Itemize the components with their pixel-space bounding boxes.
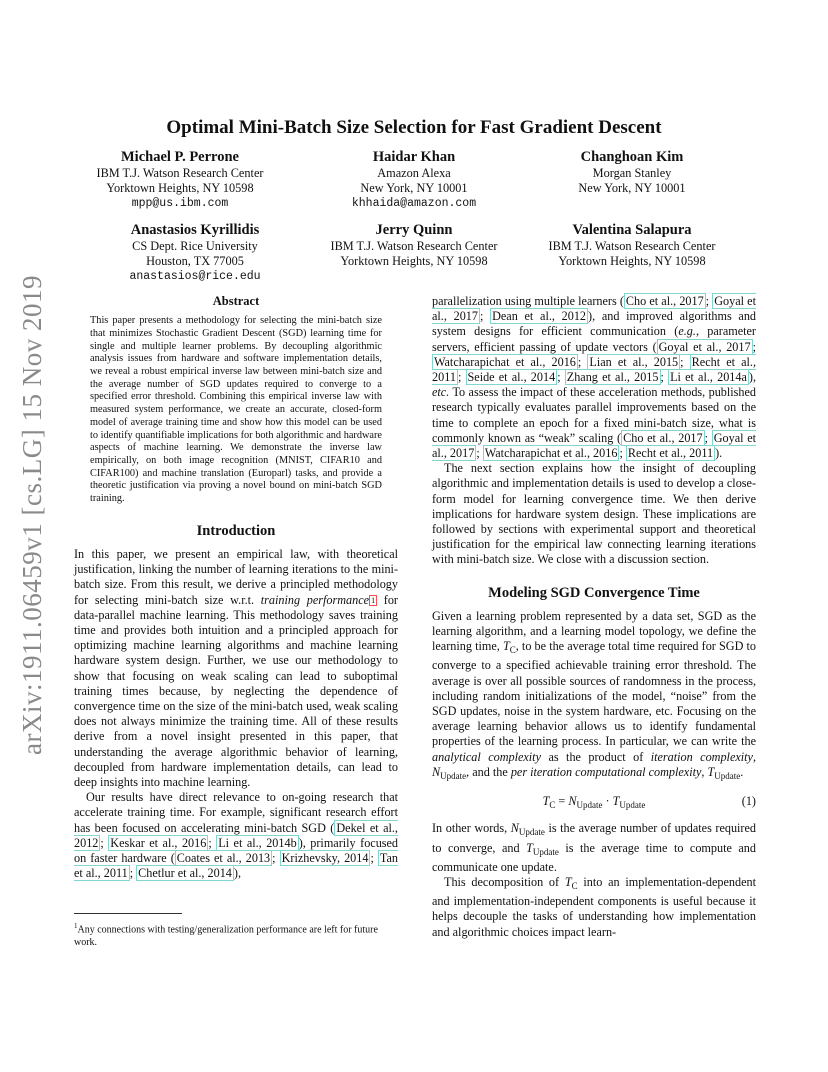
author-name: Haidar Khan xyxy=(372,149,456,165)
right-paragraph-2: The next section explains how the insight of decoupling algorithmic and implementation details is used to develop a close-form model for learning convergence time. We then derive implications for hardware system design. These implications are followed by sections with experimental support and theoretical justification for the empirical law connecting learning iterations with mini-batch size. We close with a discussion section. xyxy=(432,461,756,567)
citation-link[interactable]: Li et al., 2014b xyxy=(218,835,297,850)
author-affiliation: Morgan Stanley xyxy=(592,166,672,180)
author-block xyxy=(60,148,300,211)
math-symbol: T xyxy=(526,840,533,855)
author-email: mpp@us.ibm.com xyxy=(131,197,229,210)
author-block xyxy=(294,221,534,269)
right-paragraph-1: parallelization using multiple learners ( Cho et al., 2017 ; Goyal et al., 2017 ; Dean et al., 2012 ), and improved algorithms and system designs for efficient communication (e.g., parameter servers, efficient passing of update vectors ( Goyal et al., 2017 ; Watcharapichat et al., 2016 ; Lian et al., 2015 ; Recht et al., 2011 ; Seide et al., 2014 ; Zhang et al., 2015 ; Li et al., 2014a ), etc. To assess the impact of these acceleration methods, published research typically evaluates parallel improvements based on the time to complete an epoch for a fixed mini-batch size, what is commonly known as “weak” scaling ( Cho et al., 2017 ; Goyal et al., 2017 ; Watcharapichat et al., 2016 ; Recht et al., 2011 ). xyxy=(432,294,757,461)
text-run: , xyxy=(752,749,756,764)
citation-link[interactable]: Goyal et al., 2017 xyxy=(432,430,756,461)
equation-1 xyxy=(432,794,756,813)
author-affiliation: Amazon Alexa xyxy=(377,166,451,180)
math-subscript: C xyxy=(549,800,556,811)
text-run: ), primarily focused on faster hardware ( xyxy=(74,835,399,866)
citation-link[interactable]: Dean et al., 2012 xyxy=(492,309,587,324)
text-run: In this paper, we present an empirical law, with theoretical justification, linking the number of learning iterations to the mini-batch size. From this result, we derive a principled methodology for selecting mini-batch size w.r.t. xyxy=(74,546,398,607)
emphasis: etc. xyxy=(432,385,450,400)
citation-link[interactable]: Keskar et al., 2016 xyxy=(110,835,207,850)
citation-link[interactable]: Cho et al., 2017 xyxy=(625,294,704,308)
footnote-link[interactable]: 1 xyxy=(371,595,376,605)
math-operator: · xyxy=(602,794,613,809)
text-run: , to be the average total time required for SGD to converge to a specified achievable training error threshold. The average is over all possible sources of randomness in the process, including random initializations of the model, “noise” from the SGD updates, noise in the system hardware, etc. Focusing on the average learning behavior allows us to identify fundamental properties of the learning process. In particular, we can write the xyxy=(432,639,756,749)
author-name: Jerry Quinn xyxy=(375,222,453,238)
citation-link[interactable]: Dekel et al., 2012 xyxy=(74,820,398,850)
author-affiliation: IBM T.J. Watson Research Center xyxy=(96,166,264,180)
text-run: To assess the impact of these acceleration methods, published research typically evaluates parallel improvements based on the time to complete an epoch for a fixed mini-batch size, what is commonly known as “weak” scaling ( xyxy=(432,385,756,445)
modeling-paragraph-1 xyxy=(432,609,756,784)
left-column xyxy=(74,294,398,881)
author-address: Yorktown Heights, NY 10598 xyxy=(340,254,488,268)
text-run: This decomposition of xyxy=(444,874,565,889)
text-run: ), xyxy=(233,866,242,881)
math-subscript: Update xyxy=(518,827,545,838)
emphasis: training performance xyxy=(260,592,370,607)
equation-body xyxy=(472,794,716,813)
intro-paragraph-1 xyxy=(74,547,398,790)
citation-link[interactable]: Coates et al., 2013 xyxy=(176,851,271,866)
text-run: for data-parallel machine learning. This methodology saves training time and provides both intuition and a principled approach for optimizing machine learning algorithms and machine learning hardware system design. Further, we use our methodology to show that focusing on weak scaling can lead to suboptimal training times because, by neglecting the dependence of convergence time on the size of the mini-batch used, weak scaling does not always minimize the training time. All of these results derive from a novel insight presented in this paper, that understanding the average algorithmic behavior of learning, decoupled from hardware implementation details, can lead to deep insights into machine learning. xyxy=(74,592,398,789)
text-run: ), and improved algorithms and system designs for efficient communication ( xyxy=(432,309,757,339)
intro-paragraph-2: Our results have direct relevance to on-going research that accelerate training time. For example, significant research effort has been focused on accelerating mini-batch SGD ( Dekel et al., 2012 ; Keskar et al., 2016 ; Li et al., 2014b ), primarily focused on faster hardware ( Coates et al., 2013 ; Krizhevsky, 2014 ; Tan et al., 2011 ; Chetlur et al., 2014 ), xyxy=(74,790,399,881)
author-name: Valentina Salapura xyxy=(572,222,692,238)
emphasis: iteration complexity xyxy=(650,749,753,764)
author-affiliation: IBM T.J. Watson Research Center xyxy=(548,239,716,253)
text-run: Given a learning problem represented by a data set, SGD as the learning algorithm, and a learning model topology, we define the learning time, xyxy=(432,608,756,654)
math-subscript: Update xyxy=(619,800,646,811)
author-block xyxy=(75,221,315,284)
citation-link[interactable]: Zhang et al., 2015 xyxy=(566,370,659,385)
citation-link[interactable]: Watcharapichat et al., 2016 xyxy=(434,354,576,369)
modeling-paragraph-2 xyxy=(432,821,756,875)
math-symbol: T xyxy=(502,639,510,654)
author-address: New York, NY 10001 xyxy=(578,181,686,195)
author-block xyxy=(294,148,534,211)
text-run: , and the xyxy=(466,764,511,779)
citation-link[interactable]: Recht et al., 2011 xyxy=(627,446,714,461)
text-run: , xyxy=(701,764,708,779)
citation-link[interactable]: Watcharapichat et al., 2016 xyxy=(484,446,618,461)
author-affiliation: IBM T.J. Watson Research Center xyxy=(330,239,498,253)
text-run: ). xyxy=(715,446,723,461)
abstract-heading: Abstract xyxy=(212,294,260,308)
citation-link[interactable]: Seide et al., 2014 xyxy=(467,370,556,385)
math-operator: = xyxy=(555,794,569,809)
text-run: Our results have direct relevance to on-going research that accelerate training time. For example, significant research effort has been focused on accelerating mini-batch SGD ( xyxy=(74,790,398,835)
citation-link[interactable]: Lian et al., 2015 xyxy=(589,354,679,369)
citation-link[interactable]: Goyal et al., 2017 xyxy=(658,339,751,354)
math-subscript: C xyxy=(509,645,516,656)
math-symbol: T xyxy=(707,764,715,779)
math-symbol: T xyxy=(612,794,620,809)
section-heading-modeling: Modeling SGD Convergence Time xyxy=(488,584,700,601)
author-name: Anastasios Kyrillidis xyxy=(130,222,260,238)
author-address: Yorktown Heights, NY 10598 xyxy=(106,181,254,195)
abstract-text: This paper presents a methodology for selecting the mini-batch size that minimizes Stochastic Gradient Descent (SGD) learning time for single and multiple learner problems. By decoupling algorithmic analysis issues from hardware and software implementation details, we reveal a robust empirical inverse law between mini-batch size and the average number of SGD updates required to converge to a specified error threshold. Combining this empirical inverse law with measured system performance, we create an accurate, closed-form model of average training time and show how this model can be used to identify quantifiable implications for both algorithmic and hardware aspects of machine learning. We demonstrate the inverse law empirically, on both image recognition (MNIST, CIFAR10 and CIFAR100) and machine translation (Europarl) tasks, and provide a theoretic justification via proving a novel bound on mini-batch SGD training. xyxy=(90,315,382,505)
citation-link[interactable]: Cho et al., 2017 xyxy=(623,430,703,445)
author-name: Michael P. Perrone xyxy=(121,149,239,165)
author-address: Houston, TX 77005 xyxy=(146,254,244,268)
math-symbol: T xyxy=(542,794,550,809)
math-subscript: Update xyxy=(440,770,467,781)
text-run: ), xyxy=(748,370,757,385)
citation-link[interactable]: Krizhevsky, 2014 xyxy=(281,851,369,866)
math-symbol: N xyxy=(432,764,441,779)
text-run: , parameter servers, efficient passing of update vectors ( xyxy=(432,324,756,354)
author-name: Changhoan Kim xyxy=(580,149,684,165)
math-subscript: Update xyxy=(576,800,603,811)
author-block xyxy=(512,221,752,269)
section-heading-introduction: Introduction xyxy=(196,522,276,539)
author-email: anastasios@rice.edu xyxy=(129,270,261,283)
citation-link[interactable]: Recht et al., 2011 xyxy=(432,354,757,385)
author-address: New York, NY 10001 xyxy=(360,181,468,195)
arxiv-stamp: arXiv:1911.06459v1 [cs.LG] 15 Nov 2019 xyxy=(17,275,47,755)
footnote xyxy=(74,913,398,949)
right-column xyxy=(432,294,756,940)
emphasis: e.g. xyxy=(678,324,696,339)
text-run: is the average number of updates required to converge, and xyxy=(432,821,756,855)
emphasis: per iteration computational complexity xyxy=(510,764,702,779)
emphasis: analytical complexity xyxy=(432,749,541,764)
footnote-number: 1 xyxy=(74,922,78,930)
footnote-text: Any connections with testing/generalization performance are left for future work. xyxy=(74,924,378,948)
math-subscript: C xyxy=(571,880,578,891)
math-symbol: N xyxy=(510,821,519,836)
citation-link[interactable]: Goyal et al., 2017 xyxy=(432,294,756,324)
citation-link[interactable]: Li et al., 2014a xyxy=(670,370,747,385)
equation-spacer xyxy=(432,794,472,813)
text-run: In other words, xyxy=(432,821,511,836)
footnote-rule xyxy=(74,913,182,914)
author-affiliation: CS Dept. Rice University xyxy=(132,239,258,253)
author-address: Yorktown Heights, NY 10598 xyxy=(558,254,706,268)
citation-link[interactable]: Chetlur et al., 2014 xyxy=(138,866,232,881)
text-run: parallelization using multiple learners ( xyxy=(432,294,624,308)
text-run: into an implementation-dependent and implementation-independent components is useful because it helps decouple the tasks of understanding how implementation and algorithmic choices impact learn- xyxy=(432,874,756,939)
paper-title: Optimal Mini-Batch Size Selection for Fast Gradient Descent xyxy=(166,117,662,138)
text-run: . xyxy=(740,764,744,779)
text-run: as the product of xyxy=(540,749,651,764)
math-subscript: Update xyxy=(532,846,559,857)
author-email: khhaida@amazon.com xyxy=(351,197,477,210)
text-run: is the average time to compute and communicate one update. xyxy=(432,840,756,874)
math-symbol: N xyxy=(568,794,577,809)
equation-number: (1) xyxy=(741,794,756,809)
modeling-paragraph-3 xyxy=(432,875,756,940)
author-block xyxy=(512,148,752,196)
math-symbol: T xyxy=(564,874,572,889)
citation-link[interactable]: Tan et al., 2011 xyxy=(74,851,398,881)
math-subscript: Update xyxy=(714,770,741,781)
